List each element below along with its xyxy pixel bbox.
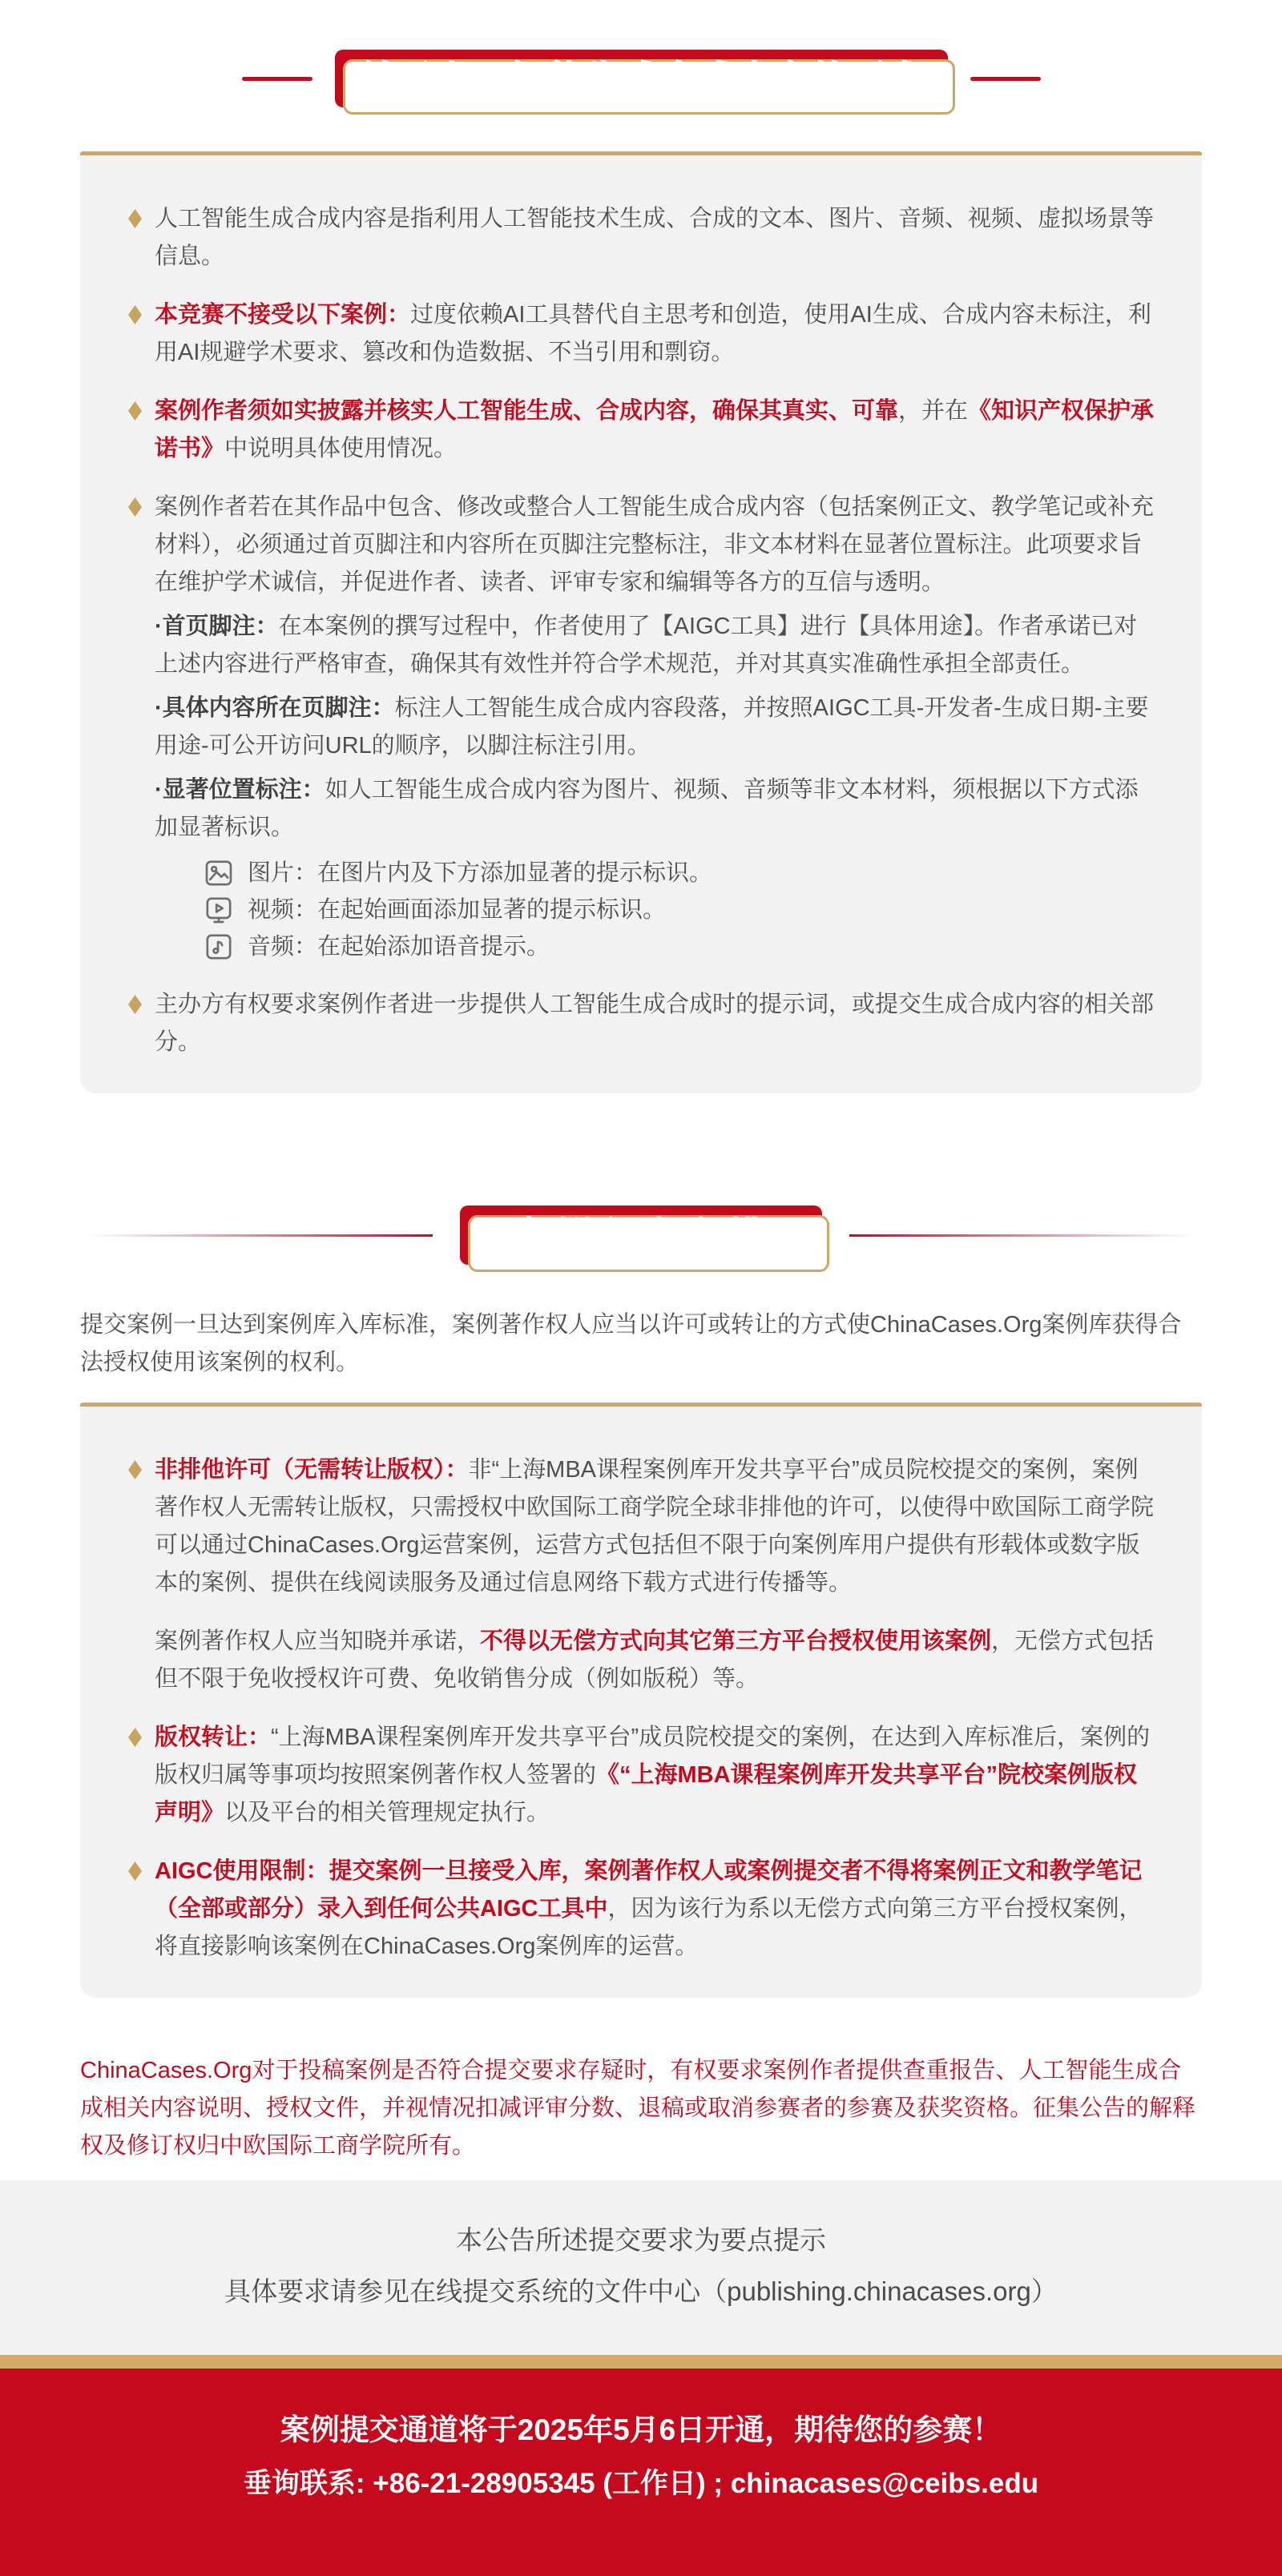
bullet-aigc-restriction [124,1853,1158,1966]
bullet-host-rights-text: 主办方有权要求案例作者进一步提供人工智能生成合成时的提示词，或提交生成合成内容的相关部分。 [155,992,1155,1055]
bullet-annotation-text: 案例作者若在其作品中包含、修改或整合人工智能生成合成内容（包括案例正文、教学笔记或补充材料），必须通过首页脚注和内容所在页脚注完整标注，非文本材料在显著位置标注。此项要求旨在维护学术诚信，并促进作者、读者、评审专家和编辑等各方的互信与透明。 [155,494,1155,595]
media-row-image [203,855,1158,892]
media-image-text: 图片：在图片内及下方添加显著的提示标识。 [248,860,713,886]
header-rule-left [88,1234,433,1237]
ai-requirements-box [80,151,1202,1093]
audio-icon [203,931,235,963]
bullet-nonexclusive-text: 非排他许可（无需转让版权）：非“上海MBA课程案例库开发共享平台”成员院校提交的案例，案例著作权人无需转让版权，只需授权中欧国际工商学院全球非排他的许可，以使得中欧国际工商学院可以通过ChinaCases.Org运营案例，运营方式包括但不限于向案例库用户提供有形载体或数字版本的案例、提供在线阅读服务及通过信息网络下载方式进行传播等。 [155,1457,1155,1596]
media-row-video [203,892,1158,928]
ai-requirements-list [124,200,1158,1061]
contact-footer [0,2369,1282,2576]
video-icon [203,894,235,926]
library-box [80,1403,1202,1998]
image-icon [203,857,235,889]
bullet-definition-text: 人工智能生成合成内容是指利用人工智能技术生成、合成的文本、图片、音频、视频、虚拟场景等信息。 [155,206,1155,269]
library-list [124,1451,1158,1966]
bullet-annotation [124,489,1158,965]
media-video-text: 视频：在起始画面添加显著的提示标识。 [248,897,667,923]
header-rule-right [970,77,1041,81]
gold-divider-bar [0,2355,1282,2369]
sub-item-first-page-footnote: ·首页脚注：在本案例的撰写过程中，作者使用了【AIGC工具】进行【具体用途】。作者承诺已对上述内容进行严格审查，确保其有效性并符合学术规范，并对其真实准确性承担全部责任。 [155,614,1138,677]
section-title-ai-requirements: 关于人工智能生成合成内容的要求 [335,50,948,107]
bullet-disclosure-text: 案例作者须如实披露并核实人工智能生成、合成内容，确保其真实、可靠，并在《知识产权保护承诺书》中说明具体使用情况。 [155,398,1155,461]
bullet-nonexclusive-license [124,1451,1158,1698]
bullet-host-rights [124,986,1158,1061]
bullet-copyright-transfer [124,1719,1158,1832]
media-audio-text: 音频：在起始添加语音提示。 [248,934,550,960]
summary-line-2: 具体要求请参见在线提交系统的文件中心（publishing.chinacases.org） [224,2276,1058,2306]
sub-item-prominent-label: ·显著位置标注：如人工智能生成合成内容为图片、视频、音频等非文本材料，须根据以下方式添加显著标识。 [155,777,1139,840]
media-label-list [203,855,1158,965]
sub-item-content-page-footnote: ·具体内容所在页脚注：标注人工智能生成合成内容段落，并按照AIGC工具-开发者-生成日期-主要用途-可公开访问URL的顺序，以脚注标注引用。 [155,695,1149,759]
header-rule-left [242,77,312,81]
header-rule-right [849,1234,1194,1237]
bullet-aigc-restriction-text: AIGC使用限制：提交案例一旦接受入库，案例著作权人或案例提交者不得将案例正文和教学笔记（全部或部分）录入到任何公共AIGC工具中，因为该行为系以无偿方式向第三方平台授权案例，将直接影响该案例在ChinaCases.Org案例库的运营。 [155,1858,1143,1959]
media-row-audio [203,928,1158,965]
bullet-definition [124,200,1158,276]
bullet-not-accepted [124,296,1158,372]
disclaimer-note: ChinaCases.Org对于投稿案例是否符合提交要求存疑时，有权要求案例作者提供查重报告、人工智能生成合成相关内容说明、授权文件，并视情况扣减评审分数、退稿或取消参赛者的参赛及获奖资格。征集公告的解释权及修订权归中欧国际工商学院所有。 [80,2058,1196,2159]
ai-requirements-header [0,0,1282,107]
bullet-not-accepted-text: 本竞赛不接受以下案例：过度依赖AI工具替代自主思考和创造，使用AI生成、合成内容未标注，利用AI规避学术要求、篡改和伪造数据、不当引用和剽窃。 [155,302,1151,365]
bullet-nonexclusive-followup: 案例著作权人应当知晓并承诺，不得以无偿方式向其它第三方平台授权使用该案例，无偿方式包括但不限于免收授权许可费、免收销售分成（例如版税）等。 [155,1628,1155,1692]
summary-footer [0,2180,1282,2355]
bullet-disclosure [124,392,1158,468]
summary-line-1: 本公告所述提交要求为要点提示 [456,2225,826,2255]
library-intro: 提交案例一旦达到案例库入库标准，案例著作权人应当以许可或转让的方式使ChinaCases.Org案例库获得合法授权使用该案例的权利。 [80,1312,1182,1375]
section-title-library: 案例入库安排 [460,1205,822,1265]
contact-line: 垂询联系: +86-21-28905345 (工作日) ; chinacases@ceibs.edu [243,2468,1039,2499]
submission-open-line: 案例提交通道将于2025年5月6日开通，期待您的参赛！ [280,2413,1002,2446]
bullet-copyright-transfer-text: 版权转让：“上海MBA课程案例库开发共享平台”成员院校提交的案例，在达到入库标准后，案例的版权归属等事项均按照案例著作权人签署的《“上海MBA课程案例库开发共享平台”院校案例版权声明》以及平台的相关管理规定执行。 [155,1725,1151,1825]
library-header [0,1205,1282,1265]
